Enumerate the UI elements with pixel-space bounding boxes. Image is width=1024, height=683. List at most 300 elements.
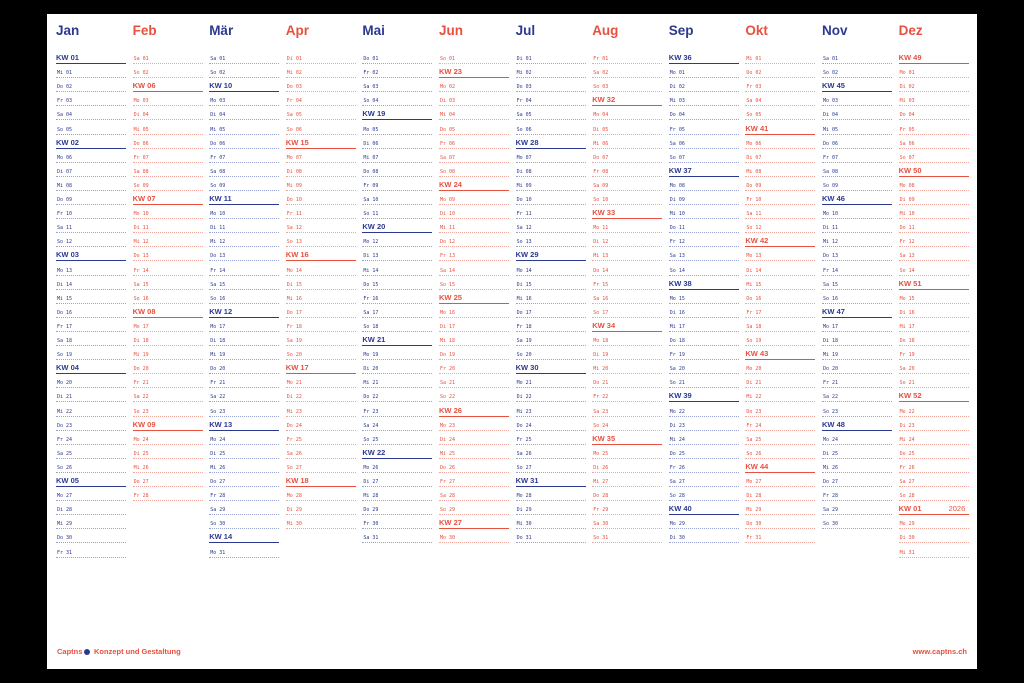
- day-cell: Sa 13: [669, 253, 739, 261]
- day-cell: So 23: [822, 409, 892, 417]
- day-cell: Mi 23: [286, 409, 356, 417]
- week-label: KW 25: [439, 293, 509, 304]
- day-cell: Fr 22: [592, 394, 662, 402]
- day-cell: Mi 12: [133, 239, 203, 247]
- day-cell: Mi 19: [822, 352, 892, 360]
- day-cell: Mo 24: [133, 437, 203, 445]
- day-cell: Sa 05: [286, 112, 356, 120]
- day-cell: Do 23: [745, 409, 815, 417]
- day-cell: Do 20: [822, 366, 892, 374]
- day-cell: Mi 06: [592, 141, 662, 149]
- day-cell: Di 18: [133, 338, 203, 346]
- day-cell: So 10: [592, 197, 662, 205]
- day-cell: Fr 11: [286, 211, 356, 219]
- day-cell: Mo 29: [669, 521, 739, 529]
- day-cell: Sa 31: [362, 535, 432, 543]
- week-label: KW 35: [592, 434, 662, 445]
- day-cell: Sa 16: [592, 296, 662, 304]
- day-cell: Fr 18: [286, 324, 356, 332]
- day-cell: So 11: [362, 211, 432, 219]
- day-cell: Mi 12: [822, 239, 892, 247]
- week-label: KW 01: [56, 53, 126, 64]
- day-cell: Di 18: [822, 338, 892, 346]
- day-cell: Sa 22: [209, 394, 279, 402]
- day-cell: Do 20: [133, 366, 203, 374]
- day-cell: Fr 26: [899, 465, 969, 473]
- month-heading: Feb: [132, 23, 157, 38]
- day-cell: Mo 26: [362, 465, 432, 473]
- month-heading: Aug: [592, 23, 619, 38]
- day-cell: Mi 03: [669, 98, 739, 106]
- day-cell: Di 02: [669, 84, 739, 92]
- day-cell: Do 16: [745, 296, 815, 304]
- week-label: KW 50: [899, 166, 969, 177]
- day-cell: Mi 05: [133, 127, 203, 135]
- day-cell: Sa 10: [362, 197, 432, 205]
- day-cell: So 09: [133, 183, 203, 191]
- week-label: KW 38: [669, 279, 739, 290]
- day-cell: Do 04: [899, 112, 969, 120]
- day-cell: Mo 07: [516, 155, 586, 163]
- day-cell: Mo 13: [56, 268, 126, 276]
- day-cell: Mi 04: [439, 112, 509, 120]
- day-cell: Sa 01: [133, 56, 203, 64]
- day-cell: Sa 15: [133, 282, 203, 290]
- day-cell: Mo 10: [209, 211, 279, 219]
- day-cell: Di 29: [516, 507, 586, 515]
- day-cell: Sa 24: [362, 423, 432, 431]
- day-cell: Mi 02: [516, 70, 586, 78]
- calendar-sheet: [47, 14, 977, 669]
- day-cell: Fr 13: [439, 253, 509, 261]
- week-label: KW 51: [899, 279, 969, 290]
- day-cell: Fr 02: [362, 70, 432, 78]
- day-cell: Mo 15: [899, 296, 969, 304]
- day-cell: Di 11: [209, 225, 279, 233]
- day-cell: Fr 03: [56, 98, 126, 106]
- day-cell: Mo 28: [286, 493, 356, 501]
- day-cell: Sa 07: [439, 155, 509, 163]
- day-cell: Di 19: [592, 352, 662, 360]
- week-label: KW 48: [822, 420, 892, 431]
- day-cell: Sa 20: [669, 366, 739, 374]
- day-cell: Fr 28: [209, 493, 279, 501]
- day-cell: Fr 21: [209, 380, 279, 388]
- day-cell: Fr 09: [362, 183, 432, 191]
- day-cell: So 12: [745, 225, 815, 233]
- day-cell: Sa 19: [286, 338, 356, 346]
- week-label: KW 31: [516, 476, 586, 487]
- day-cell: Fr 17: [56, 324, 126, 332]
- day-cell: So 08: [439, 169, 509, 177]
- day-cell: Sa 04: [745, 98, 815, 106]
- week-label: KW 49: [899, 53, 969, 64]
- day-cell: Mo 06: [56, 155, 126, 163]
- footer-url: www.captns.ch: [912, 647, 967, 656]
- day-cell: Do 27: [133, 479, 203, 487]
- day-cell: Do 11: [669, 225, 739, 233]
- week-label: KW 26: [439, 406, 509, 417]
- day-cell: Mi 31: [899, 550, 969, 558]
- day-cell: Fr 14: [822, 268, 892, 276]
- day-cell: Fr 16: [362, 296, 432, 304]
- day-cell: Do 02: [745, 70, 815, 78]
- day-cell: So 30: [209, 521, 279, 529]
- day-cell: Do 26: [439, 465, 509, 473]
- day-cell: So 26: [745, 451, 815, 459]
- day-cell: So 03: [592, 84, 662, 92]
- day-cell: Mo 23: [439, 423, 509, 431]
- day-cell: Mo 12: [362, 239, 432, 247]
- day-cell: So 06: [286, 127, 356, 135]
- week-label: KW 28: [516, 138, 586, 149]
- day-cell: So 27: [516, 465, 586, 473]
- day-cell: Mi 26: [822, 465, 892, 473]
- day-cell: Do 30: [56, 535, 126, 543]
- day-cell: Mi 19: [133, 352, 203, 360]
- day-cell: Fr 25: [286, 437, 356, 445]
- day-cell: Do 12: [439, 239, 509, 247]
- day-cell: Di 08: [516, 169, 586, 177]
- day-cell: Sa 02: [592, 70, 662, 78]
- day-cell: Di 17: [439, 324, 509, 332]
- day-cell: So 29: [439, 507, 509, 515]
- week-label: KW 16: [286, 250, 356, 261]
- day-cell: Do 13: [822, 253, 892, 261]
- month-heading: Okt: [745, 23, 768, 38]
- day-cell: Fr 31: [56, 550, 126, 558]
- day-cell: Do 18: [669, 338, 739, 346]
- day-cell: Mo 09: [439, 197, 509, 205]
- day-cell: Do 24: [286, 423, 356, 431]
- day-cell: Mo 07: [286, 155, 356, 163]
- day-cell: Di 15: [516, 282, 586, 290]
- day-cell: Mo 22: [899, 409, 969, 417]
- day-cell: So 20: [286, 352, 356, 360]
- day-cell: Do 07: [592, 155, 662, 163]
- day-cell: So 13: [516, 239, 586, 247]
- day-cell: So 26: [56, 465, 126, 473]
- day-cell: Mi 21: [362, 380, 432, 388]
- day-cell: Sa 11: [745, 211, 815, 219]
- day-cell: Mo 01: [669, 70, 739, 78]
- day-cell: Di 26: [592, 465, 662, 473]
- day-cell: Mo 10: [133, 211, 203, 219]
- day-cell: Fr 10: [56, 211, 126, 219]
- day-cell: Fr 06: [439, 141, 509, 149]
- week-label: KW 15: [286, 138, 356, 149]
- day-cell: Sa 08: [822, 169, 892, 177]
- day-cell: Di 18: [209, 338, 279, 346]
- day-cell: Sa 22: [133, 394, 203, 402]
- day-cell: Di 24: [439, 437, 509, 445]
- day-cell: Di 09: [899, 197, 969, 205]
- day-cell: Sa 15: [822, 282, 892, 290]
- day-cell: Mi 26: [133, 465, 203, 473]
- day-cell: Do 18: [899, 338, 969, 346]
- day-cell: Mi 18: [439, 338, 509, 346]
- day-cell: Di 15: [286, 282, 356, 290]
- day-cell: Di 01: [286, 56, 356, 64]
- day-cell: Di 14: [56, 282, 126, 290]
- day-cell: Mi 16: [516, 296, 586, 304]
- week-label: KW 34: [592, 321, 662, 332]
- day-cell: Mo 05: [362, 127, 432, 135]
- day-cell: Mo 02: [439, 84, 509, 92]
- week-label: KW 13: [209, 420, 279, 431]
- day-cell: Fr 28: [133, 493, 203, 501]
- day-cell: Di 12: [592, 239, 662, 247]
- day-cell: So 28: [899, 493, 969, 501]
- day-cell: Fr 21: [822, 380, 892, 388]
- day-cell: Mi 01: [56, 70, 126, 78]
- day-cell: Mo 27: [745, 479, 815, 487]
- day-cell: Mi 17: [669, 324, 739, 332]
- day-cell: Mi 22: [56, 409, 126, 417]
- day-cell: Sa 13: [899, 253, 969, 261]
- day-cell: Mo 30: [439, 535, 509, 543]
- day-cell: Fr 12: [669, 239, 739, 247]
- week-label: KW 33: [592, 208, 662, 219]
- day-cell: Fr 29: [592, 507, 662, 515]
- day-cell: Fr 14: [133, 268, 203, 276]
- day-cell: Mi 23: [516, 409, 586, 417]
- day-cell: Sa 08: [133, 169, 203, 177]
- day-cell: Mi 14: [362, 268, 432, 276]
- day-cell: Sa 11: [56, 225, 126, 233]
- week-label: KW 46: [822, 194, 892, 205]
- day-cell: Fr 08: [592, 169, 662, 177]
- day-cell: Di 04: [133, 112, 203, 120]
- day-cell: Mo 08: [669, 183, 739, 191]
- day-cell: Sa 12: [516, 225, 586, 233]
- day-cell: Sa 20: [899, 366, 969, 374]
- day-cell: Mi 10: [669, 211, 739, 219]
- day-cell: Fr 17: [745, 310, 815, 318]
- day-cell: Di 21: [745, 380, 815, 388]
- day-cell: Do 21: [592, 380, 662, 388]
- week-label: KW 42: [745, 236, 815, 247]
- day-cell: Sa 27: [669, 479, 739, 487]
- day-cell: Do 06: [133, 141, 203, 149]
- week-label: KW 05: [56, 476, 126, 487]
- day-cell: So 31: [592, 535, 662, 543]
- day-cell: So 27: [286, 465, 356, 473]
- day-cell: Do 23: [56, 423, 126, 431]
- week-label: KW 43: [745, 349, 815, 360]
- day-cell: Sa 26: [516, 451, 586, 459]
- day-cell: Sa 21: [439, 380, 509, 388]
- day-cell: Mo 21: [286, 380, 356, 388]
- footer-tagline: Konzept und Gestaltung: [94, 647, 181, 656]
- day-cell: Mi 01: [745, 56, 815, 64]
- day-cell: Mi 24: [669, 437, 739, 445]
- day-cell: Di 30: [669, 535, 739, 543]
- day-cell: Mo 18: [592, 338, 662, 346]
- week-label: KW 18: [286, 476, 356, 487]
- day-cell: Di 20: [362, 366, 432, 374]
- day-cell: Do 16: [56, 310, 126, 318]
- day-cell: Mi 08: [745, 169, 815, 177]
- day-cell: Di 27: [362, 479, 432, 487]
- day-cell: Fr 10: [745, 197, 815, 205]
- day-cell: Sa 18: [745, 324, 815, 332]
- day-cell: Mo 24: [209, 437, 279, 445]
- day-cell: Fr 04: [516, 98, 586, 106]
- day-cell: So 06: [516, 127, 586, 135]
- day-cell: Di 25: [209, 451, 279, 459]
- day-cell: Sa 23: [592, 409, 662, 417]
- day-cell: Fr 03: [745, 84, 815, 92]
- day-cell: Mo 22: [669, 409, 739, 417]
- day-cell: Sa 14: [439, 268, 509, 276]
- day-cell: Sa 27: [899, 479, 969, 487]
- day-cell: Do 17: [516, 310, 586, 318]
- day-cell: So 30: [822, 521, 892, 529]
- day-cell: Do 13: [209, 253, 279, 261]
- week-label: KW 14: [209, 532, 279, 543]
- day-cell: Di 04: [209, 112, 279, 120]
- day-cell: So 22: [439, 394, 509, 402]
- day-cell: Do 22: [362, 394, 432, 402]
- day-cell: Do 29: [362, 507, 432, 515]
- day-cell: Sa 25: [56, 451, 126, 459]
- week-label: KW 40: [669, 504, 739, 515]
- day-cell: Fr 05: [899, 127, 969, 135]
- day-cell: So 05: [56, 127, 126, 135]
- week-label: KW 22: [362, 448, 432, 459]
- day-cell: Do 01: [362, 56, 432, 64]
- week-label: KW 11: [209, 194, 279, 205]
- day-cell: Mi 02: [286, 70, 356, 78]
- day-cell: Fr 19: [899, 352, 969, 360]
- day-cell: Di 22: [286, 394, 356, 402]
- day-cell: Mi 16: [286, 296, 356, 304]
- day-cell: Di 25: [822, 451, 892, 459]
- day-cell: Mo 03: [822, 98, 892, 106]
- day-cell: Di 08: [286, 169, 356, 177]
- day-cell: Mi 24: [899, 437, 969, 445]
- day-cell: Fr 07: [209, 155, 279, 163]
- day-cell: Do 13: [133, 253, 203, 261]
- day-cell: So 09: [822, 183, 892, 191]
- day-cell: Mi 17: [899, 324, 969, 332]
- day-cell: Di 28: [745, 493, 815, 501]
- day-cell: Sa 25: [745, 437, 815, 445]
- month-heading: Nov: [822, 23, 848, 38]
- day-cell: Sa 09: [592, 183, 662, 191]
- day-cell: Mo 25: [592, 451, 662, 459]
- next-year-label: 2026: [948, 504, 966, 514]
- day-cell: Mo 16: [439, 310, 509, 318]
- day-cell: Sa 30: [592, 521, 662, 529]
- day-cell: Di 11: [822, 225, 892, 233]
- day-cell: Fr 01: [592, 56, 662, 64]
- day-cell: Do 31: [516, 535, 586, 543]
- day-cell: Do 03: [516, 84, 586, 92]
- day-cell: Fr 31: [745, 535, 815, 543]
- week-label: KW 47: [822, 307, 892, 318]
- day-cell: Mi 10: [899, 211, 969, 219]
- day-cell: Do 15: [362, 282, 432, 290]
- week-label: KW 44: [745, 462, 815, 473]
- day-cell: Fr 12: [899, 239, 969, 247]
- day-cell: So 19: [56, 352, 126, 360]
- day-cell: Di 02: [899, 84, 969, 92]
- day-cell: Di 16: [669, 310, 739, 318]
- day-cell: Mi 27: [592, 479, 662, 487]
- week-label: KW 02: [56, 138, 126, 149]
- day-cell: Sa 08: [209, 169, 279, 177]
- day-cell: Mi 03: [899, 98, 969, 106]
- day-cell: So 12: [56, 239, 126, 247]
- day-cell: Do 06: [209, 141, 279, 149]
- week-label: KW 17: [286, 363, 356, 374]
- week-label: KW 39: [669, 391, 739, 402]
- week-label: KW 08: [133, 307, 203, 318]
- day-cell: Do 30: [745, 521, 815, 529]
- day-cell: Sa 01: [209, 56, 279, 64]
- day-cell: Mi 08: [56, 183, 126, 191]
- day-cell: Fr 18: [516, 324, 586, 332]
- day-cell: Mi 29: [56, 521, 126, 529]
- day-cell: Do 17: [286, 310, 356, 318]
- day-cell: Di 06: [362, 141, 432, 149]
- day-cell: Do 25: [899, 451, 969, 459]
- day-cell: Mo 06: [745, 141, 815, 149]
- day-cell: So 16: [209, 296, 279, 304]
- week-label: KW 10: [209, 81, 279, 92]
- day-cell: Do 24: [516, 423, 586, 431]
- day-cell: Fr 15: [592, 282, 662, 290]
- day-cell: So 18: [362, 324, 432, 332]
- day-cell: Mi 26: [209, 465, 279, 473]
- day-cell: Do 28: [592, 493, 662, 501]
- day-cell: Mo 15: [669, 296, 739, 304]
- day-cell: Di 29: [286, 507, 356, 515]
- day-cell: Mi 20: [592, 366, 662, 374]
- day-cell: Mi 25: [439, 451, 509, 459]
- day-cell: Mo 27: [56, 493, 126, 501]
- day-cell: So 07: [669, 155, 739, 163]
- day-cell: Mo 17: [822, 324, 892, 332]
- day-cell: So 25: [362, 437, 432, 445]
- day-cell: Fr 07: [822, 155, 892, 163]
- day-cell: So 04: [362, 98, 432, 106]
- week-label: KW 36: [669, 53, 739, 64]
- day-cell: Sa 12: [286, 225, 356, 233]
- day-cell: Mo 08: [899, 183, 969, 191]
- day-cell: Sa 19: [516, 338, 586, 346]
- day-cell: Sa 22: [822, 394, 892, 402]
- day-cell: Di 25: [133, 451, 203, 459]
- day-cell: Sa 29: [822, 507, 892, 515]
- day-cell: Mo 20: [56, 380, 126, 388]
- day-cell: Sa 18: [56, 338, 126, 346]
- day-cell: Do 20: [209, 366, 279, 374]
- day-cell: Sa 28: [439, 493, 509, 501]
- day-cell: Sa 17: [362, 310, 432, 318]
- day-cell: Sa 05: [516, 112, 586, 120]
- day-cell: Mo 24: [822, 437, 892, 445]
- day-cell: Mo 29: [899, 521, 969, 529]
- day-cell: Mi 11: [439, 225, 509, 233]
- day-cell: Mo 21: [516, 380, 586, 388]
- week-label: KW 45: [822, 81, 892, 92]
- day-cell: Mi 28: [362, 493, 432, 501]
- month-heading: Apr: [285, 23, 310, 38]
- day-cell: Mi 30: [286, 521, 356, 529]
